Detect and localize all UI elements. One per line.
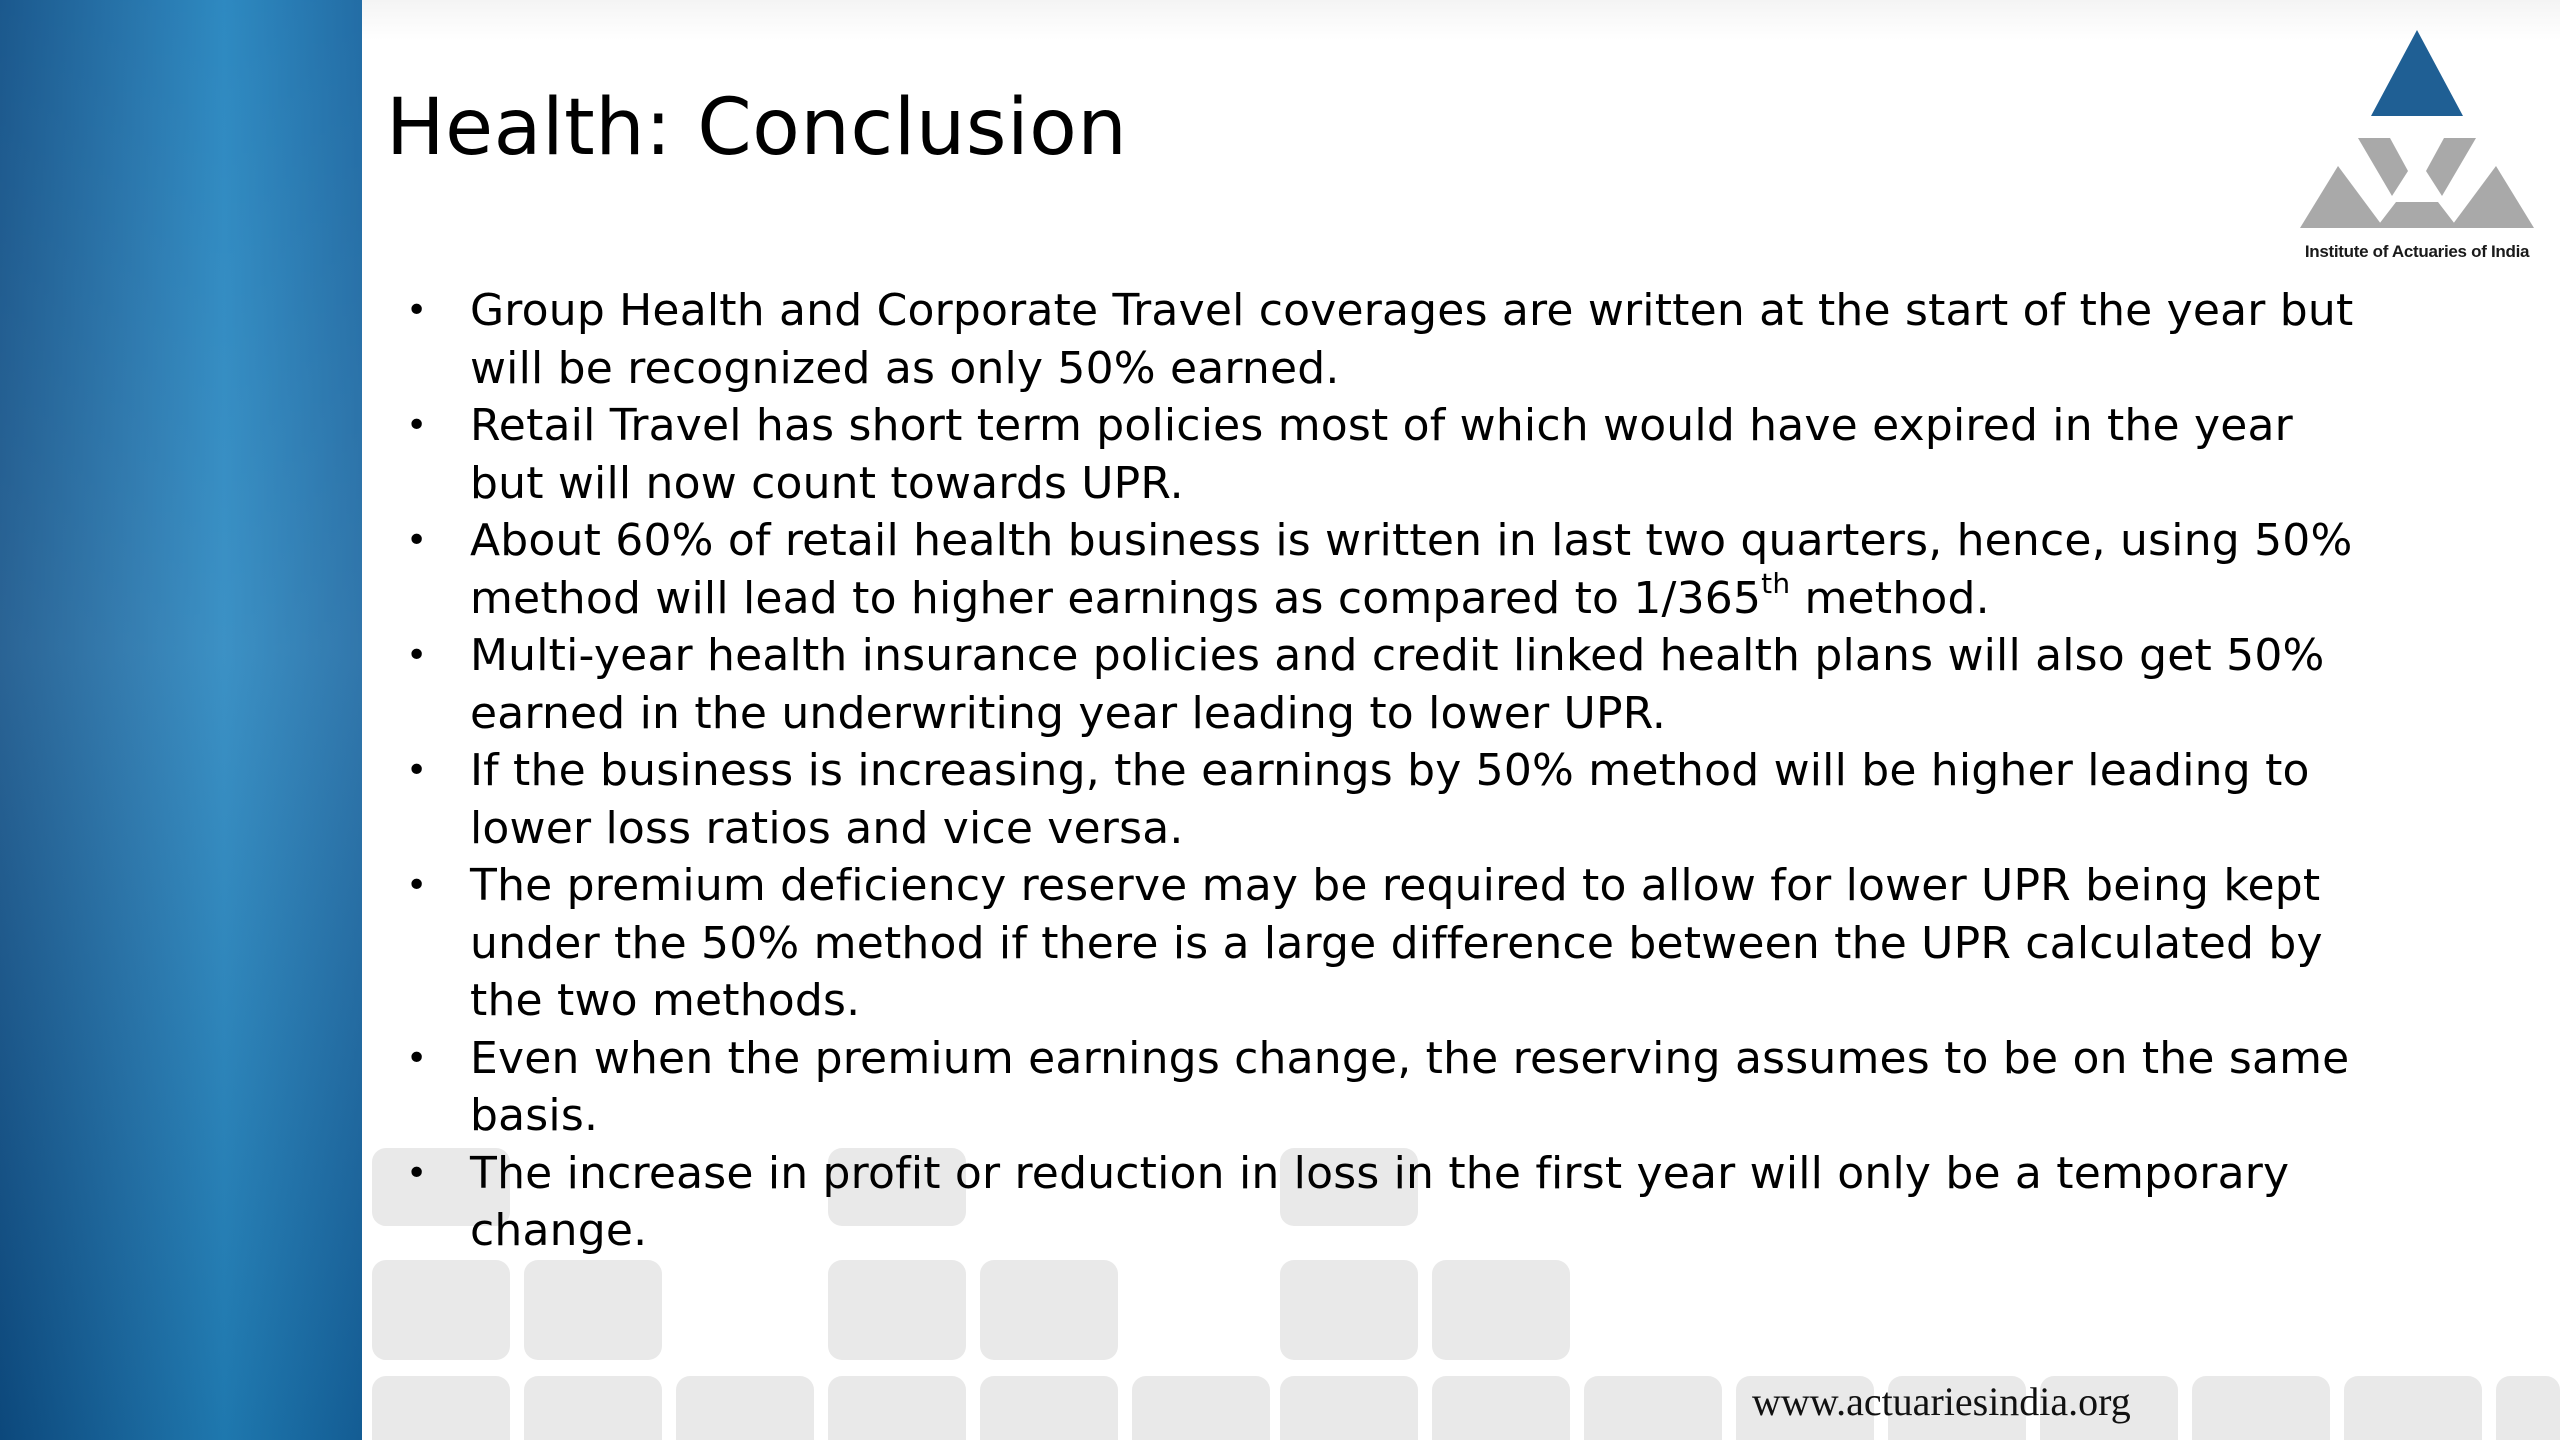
slide-title: Health: Conclusion (386, 83, 1128, 173)
institute-logo (2296, 26, 2538, 276)
background-tile (980, 1376, 1118, 1440)
bullet-dot: • (406, 520, 428, 561)
background-tile (1432, 1376, 1570, 1440)
background-tile (828, 1376, 966, 1440)
bullet-item (400, 857, 2360, 1030)
bullet-item (400, 1145, 2360, 1260)
logo-caption: Institute of Actuaries of India (2304, 242, 2530, 261)
background-tile (980, 1260, 1118, 1360)
bullet-text: Group Health and Corporate Travel coverages are written at the start of the year but will be recognized as only 50% earned. (470, 285, 2354, 394)
bullet-dot: • (406, 290, 428, 331)
bullet-item (400, 1030, 2360, 1145)
background-tile (1432, 1260, 1570, 1360)
background-tile (372, 1260, 510, 1360)
background-tile (1132, 1376, 1270, 1440)
background-tile (1280, 1260, 1418, 1360)
bullet-item (400, 742, 2360, 857)
background-tile (2344, 1376, 2482, 1440)
bullet-dot: • (406, 750, 428, 791)
bullet-text: Even when the premium earnings change, the reserving assumes to be on the same basis. (470, 1032, 2350, 1141)
background-tile (2496, 1376, 2560, 1440)
background-tile (1584, 1376, 1722, 1440)
bullet-dot: • (406, 1037, 428, 1079)
left-blue-band (0, 0, 362, 1440)
bullet-dot: • (406, 405, 428, 446)
bullet-item (400, 282, 2360, 397)
bullet-item (400, 397, 2360, 512)
institute-logo-icon (2296, 26, 2538, 240)
background-tile (524, 1260, 662, 1360)
bullet-text: Retail Travel has short term policies most of which would have expired in the year but will now count towards UPR. (470, 400, 2293, 509)
background-tile (676, 1376, 814, 1440)
background-tile (2192, 1376, 2330, 1440)
bullet-text: method. (1790, 572, 1990, 624)
website-url: www.actuariesindia.org (1752, 1379, 2131, 1424)
left-band-shading (0, 0, 362, 1440)
bullet-text: Multi-year health insurance policies and credit linked health plans will also get 50% earned in the underwriting year leading to lower UPR. (470, 630, 2325, 739)
bullet-text: The increase in profit or reduction in loss in the first year will only be a temporary change. (470, 1147, 2290, 1256)
background-tile (1280, 1376, 1418, 1440)
bullet-dot: • (406, 635, 428, 676)
bullet-item (400, 512, 2360, 627)
bullet-dot: • (406, 1152, 428, 1194)
bullet-text: About 60% of retail health business is written in last two quarters, hence, using 50% method will lead to higher earnings as compared to 1/365 (470, 515, 2353, 624)
background-tile (828, 1260, 966, 1360)
bullet-dot: • (406, 865, 428, 906)
bullet-superscript: th (1761, 566, 1791, 600)
bullet-text: The premium deficiency reserve may be required to allow for lower UPR being kept under the 50% method if there is a large difference between the UPR calculated by the two methods. (470, 860, 2323, 1026)
bullet-item (400, 627, 2360, 742)
bullet-list (400, 282, 2360, 1260)
background-tile (372, 1376, 510, 1440)
bullet-text: If the business is increasing, the earnings by 50% method will be higher leading to lower loss ratios and vice versa. (470, 745, 2310, 854)
background-tile (524, 1376, 662, 1440)
